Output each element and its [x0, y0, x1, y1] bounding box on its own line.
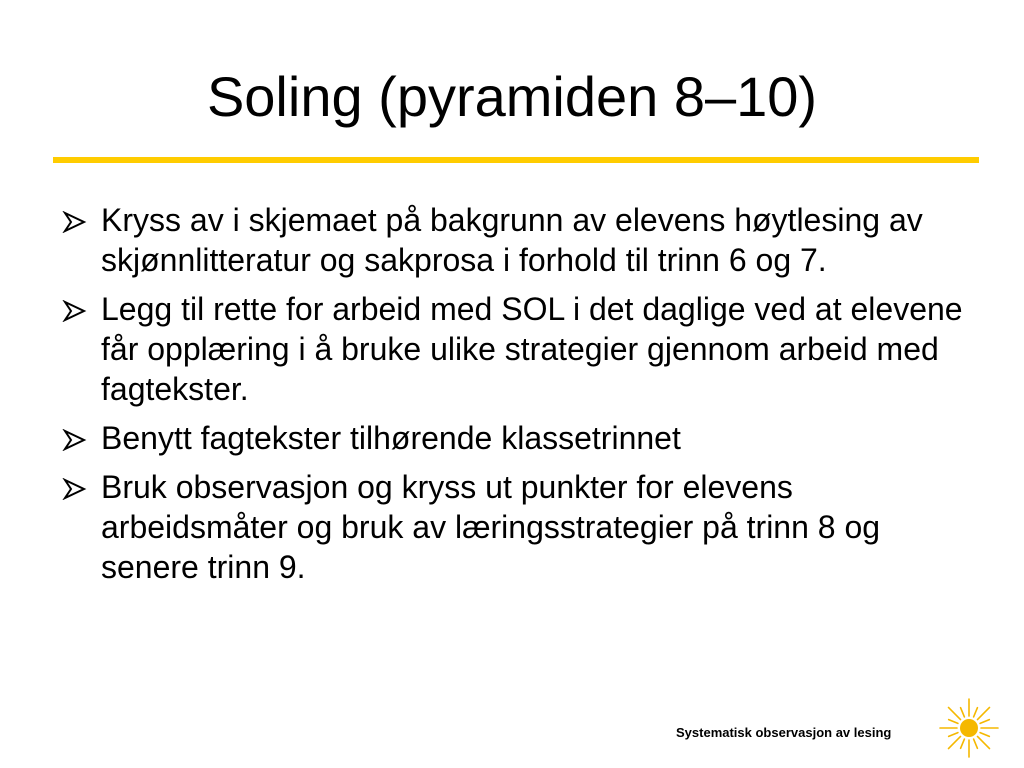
- bullet-item: [62, 418, 982, 458]
- sun-ray: [961, 739, 965, 748]
- slide-title: Soling (pyramiden 8–10): [206, 65, 818, 128]
- bullet-item: [62, 467, 982, 587]
- bullet-text: Bruk observasjon og kryss ut punkter for elevens arbeidsmåter og bruk av læringsstrategier på trinn 8 og senere trinn 9.: [101, 469, 881, 585]
- arrow-bullet-icon: [62, 300, 88, 322]
- footer-text: Systematisk observasjon av lesing: [676, 725, 892, 740]
- sun-ray: [980, 720, 989, 724]
- arrow-bullet-icon: [62, 478, 88, 500]
- sun-ray: [974, 708, 978, 717]
- title-underline: [53, 157, 979, 163]
- bullet-text: Benytt fagtekster tilhørende klassetrinnet: [101, 420, 681, 456]
- sun-logo-icon: [938, 697, 1000, 759]
- sun-ray: [949, 720, 958, 724]
- sun-ray: [948, 736, 960, 748]
- sun-ray: [949, 733, 958, 737]
- bullet-item: [62, 200, 982, 280]
- sun-ray: [961, 708, 965, 717]
- sun-ray: [977, 736, 989, 748]
- bullet-list: [62, 200, 982, 596]
- arrow-bullet-icon: [62, 429, 88, 451]
- bullet-item: [62, 289, 982, 409]
- sun-ray: [948, 707, 960, 719]
- sun-core: [960, 719, 978, 737]
- bullet-text: Legg til rette for arbeid med SOL i det daglige ved at elevene får opplæring i å bruke ulike strategier gjennom arbeid med fagtekster.: [101, 291, 963, 407]
- sun-ray: [980, 733, 989, 737]
- arrow-bullet-icon: [62, 211, 88, 233]
- sun-ray: [977, 707, 989, 719]
- bullet-text: Kryss av i skjemaet på bakgrunn av elevens høytlesing av skjønnlitteratur og sakprosa i forhold til trinn 6 og 7.: [101, 202, 923, 278]
- sun-ray: [974, 739, 978, 748]
